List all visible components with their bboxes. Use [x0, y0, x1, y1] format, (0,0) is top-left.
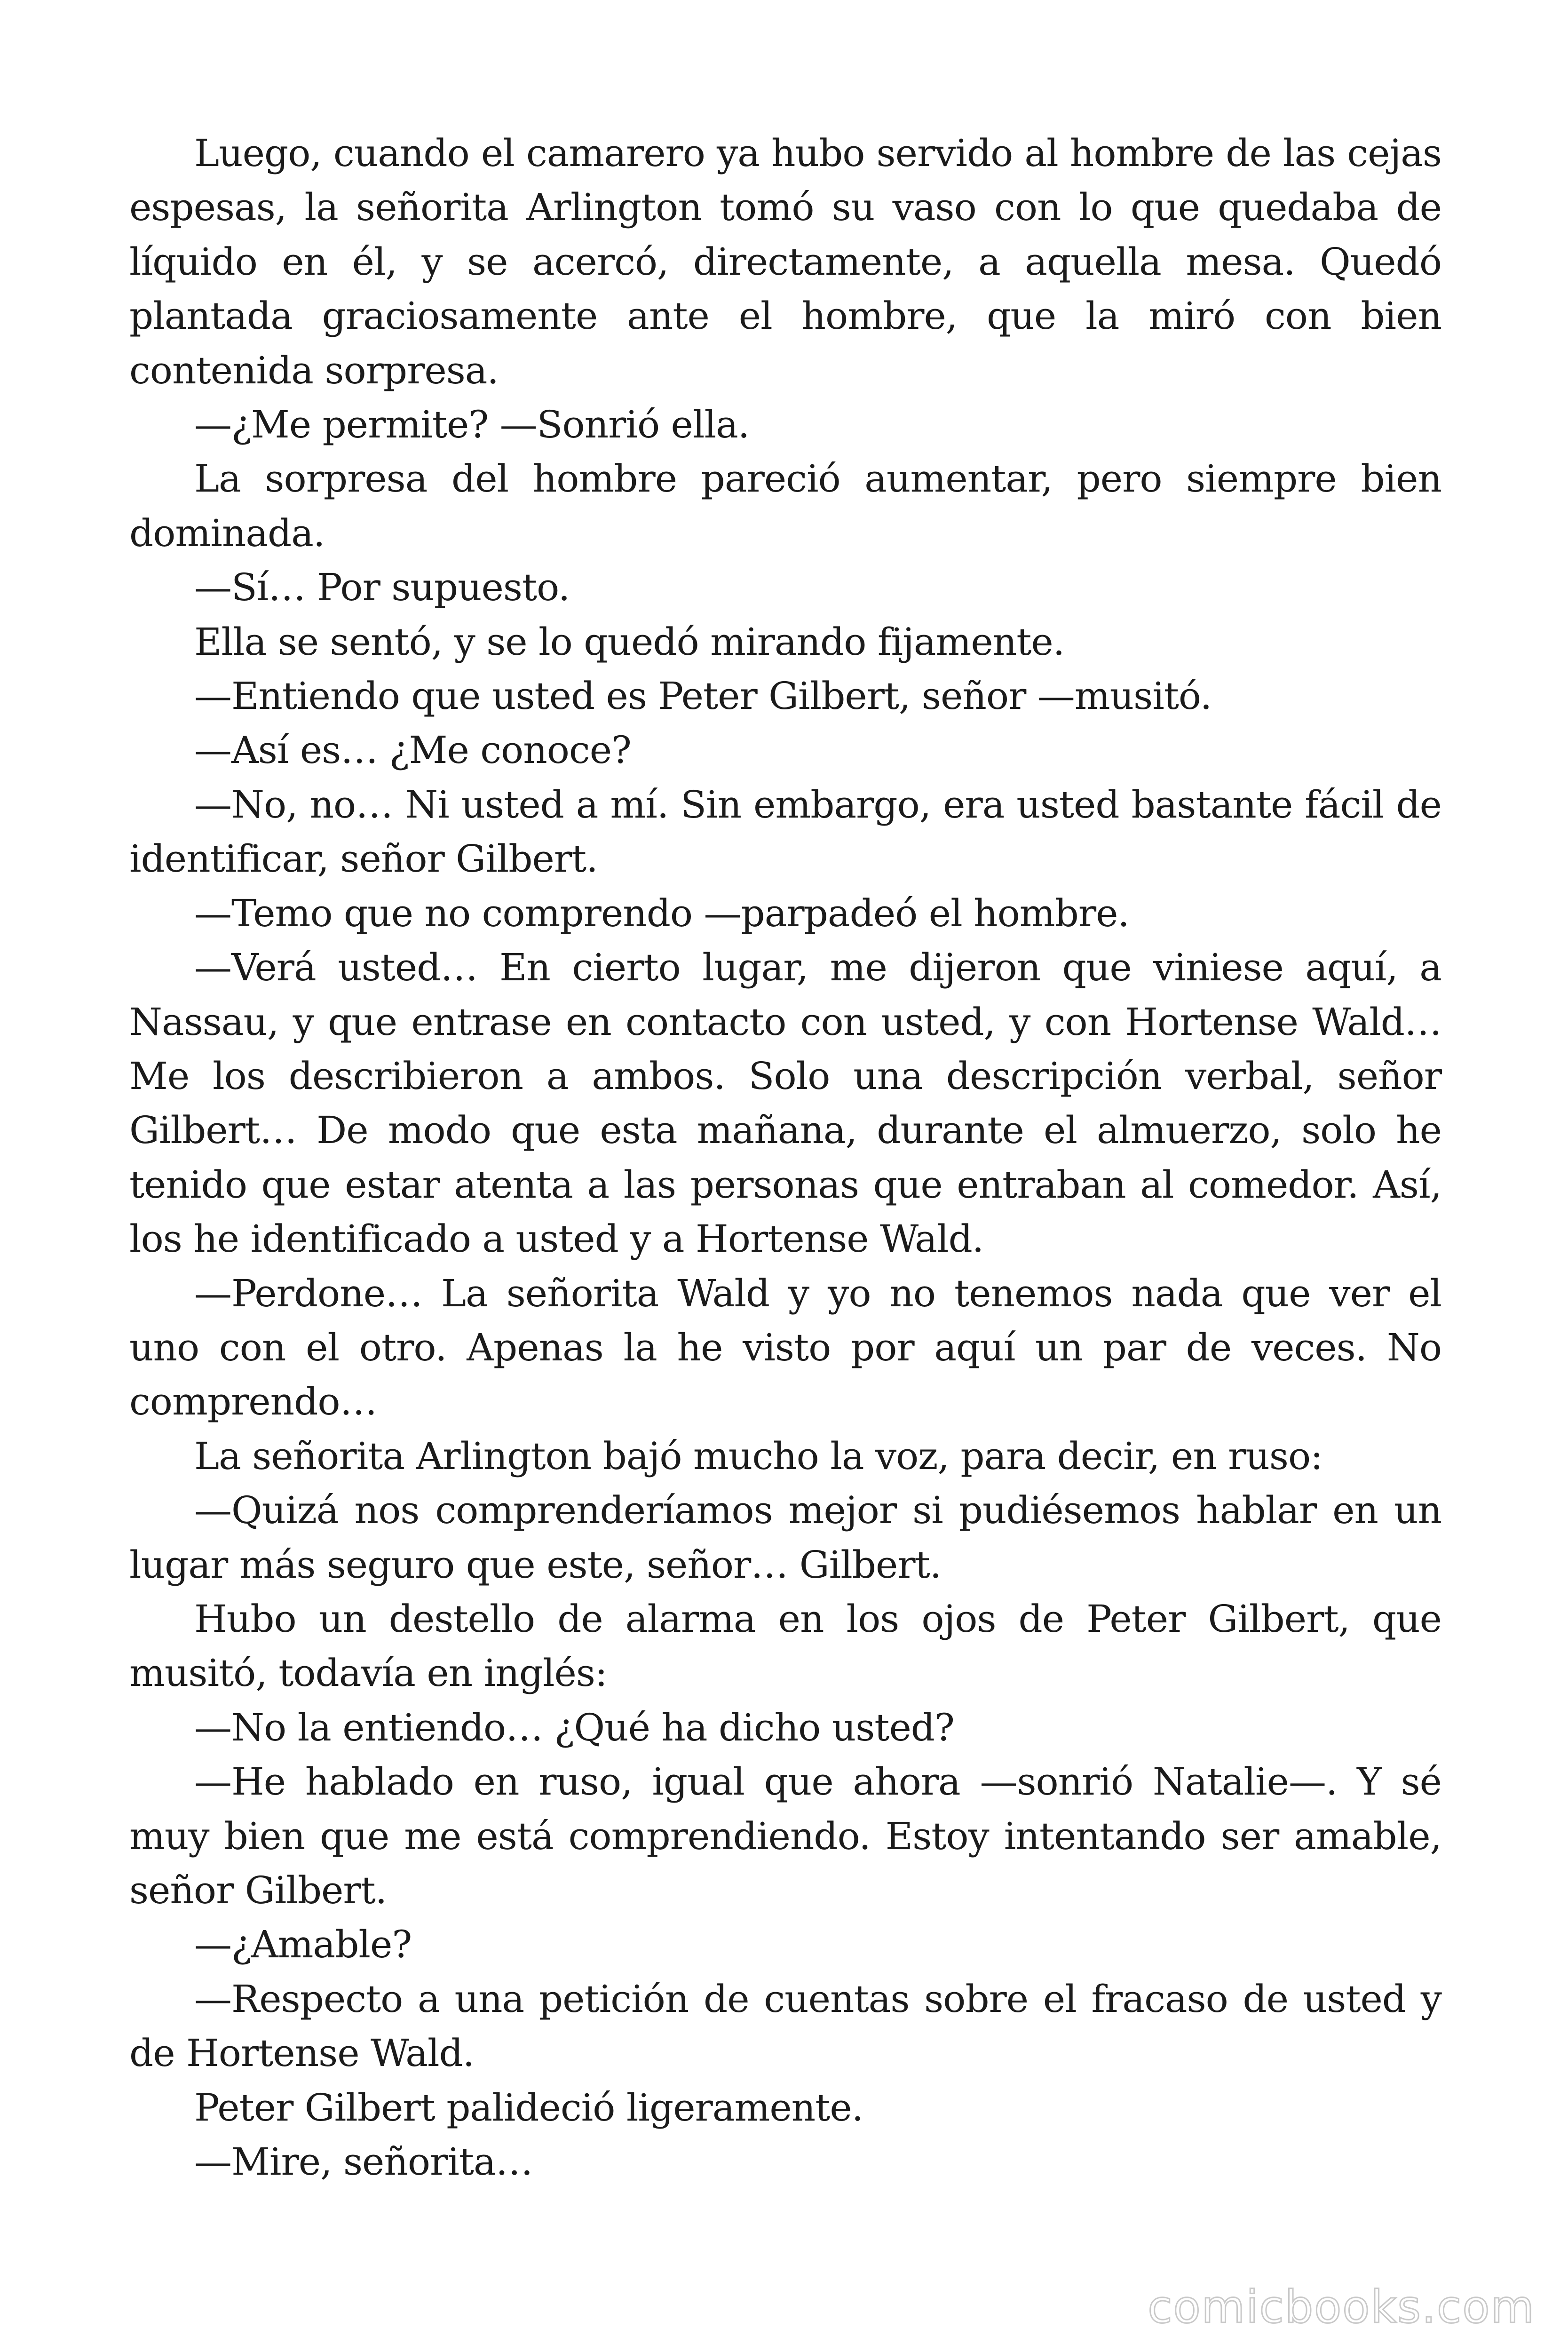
paragraph: Ella se sentó, y se lo quedó mirando fijamente.	[194, 620, 1065, 664]
paragraph: Luego, cuando el camarero ya hubo servido al hombre de las cejas espesas, la señorita Arlington tomó su vaso con lo que quedaba de líquido en él, y se acercó, directamente, a aquella mesa. Quedó plantada graciosamente ante el hombre, que la miró con bien contenida sorpresa.	[129, 131, 1441, 392]
paragraph: —Mire, señorita…	[194, 2140, 533, 2184]
paragraph: —Quizá nos comprenderíamos mejor si pudiésemos hablar en un lugar más seguro que este, señor… Gilbert.	[129, 1488, 1441, 1587]
paragraph: —No, no… Ni usted a mí. Sin embargo, era usted bastante fácil de identificar, señor Gilbert.	[129, 782, 1441, 881]
paragraph: Hubo un destello de alarma en los ojos de Peter Gilbert, que musitó, todavía en inglés:	[129, 1597, 1441, 1695]
paragraph: —Entiendo que usted es Peter Gilbert, señor —musitó.	[194, 674, 1212, 718]
paragraph: —He hablado en ruso, igual que ahora —sonrió Natalie—. Y sé muy bien que me está comprendiendo. Estoy intentando ser amable, señor Gilbert.	[129, 1760, 1441, 1912]
paragraph: —Perdone… La señorita Wald y yo no tenemos nada que ver el uno con el otro. Apenas la he visto por aquí un par de veces. No comprendo…	[129, 1271, 1441, 1424]
paragraph: —¿Me permite? —Sonrió ella.	[194, 403, 750, 447]
paragraph: —Verá usted… En cierto lugar, me dijeron que viniese aquí, a Nassau, y que entrase en contacto con usted, y con Hortense Wald… Me los describieron a ambos. Solo una descripción verbal, señor Gilbert… De modo que esta mañana, durante el almuerzo, solo he tenido que estar atenta a las personas que entraban al comedor. Así, los he identificado a usted y a Hortense Wald.	[129, 946, 1441, 1261]
page-body	[129, 126, 1441, 2189]
paragraph: La sorpresa del hombre pareció aumentar, pero siempre bien dominada.	[129, 457, 1441, 555]
paragraph: Peter Gilbert palideció ligeramente.	[194, 2085, 863, 2130]
paragraph: —Respecto a una petición de cuentas sobre el fracaso de usted y de Hortense Wald.	[129, 1977, 1441, 2075]
paragraph: —No la entiendo… ¿Qué ha dicho usted?	[194, 1705, 954, 1749]
paragraph: —Temo que no comprendo —parpadeó el hombre.	[194, 891, 1129, 935]
paragraph: —Sí… Por supuesto.	[194, 565, 570, 610]
watermark: comicbooks.com	[1148, 2281, 1535, 2333]
paragraph: —Así es… ¿Me conoce?	[194, 728, 631, 772]
paragraph: La señorita Arlington bajó mucho la voz, para decir, en ruso:	[194, 1434, 1323, 1478]
paragraph: —¿Amable?	[194, 1923, 412, 1967]
